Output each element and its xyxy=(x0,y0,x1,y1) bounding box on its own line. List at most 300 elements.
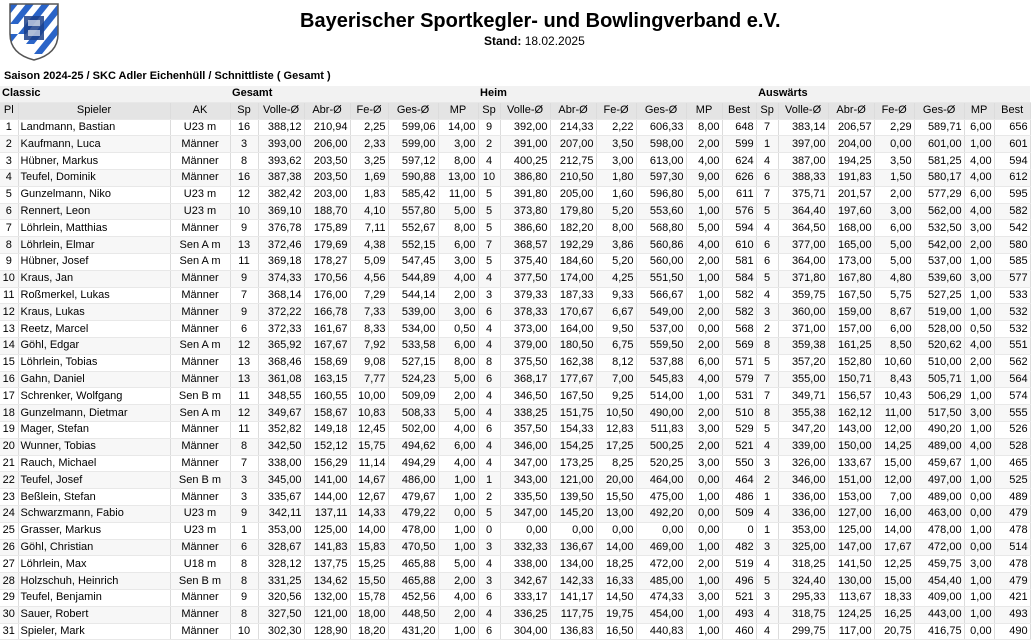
table-cell: 431,20 xyxy=(388,623,438,640)
table-cell: 7,00 xyxy=(596,371,636,388)
table-cell: 510 xyxy=(722,405,756,422)
table-cell: 379,00 xyxy=(500,337,550,354)
table-cell: 6,00 xyxy=(964,186,994,203)
table-cell: 8,00 xyxy=(438,354,478,371)
table-cell: 342,11 xyxy=(258,505,304,522)
table-cell: 1 xyxy=(230,522,258,539)
table-cell: 454,40 xyxy=(914,573,964,590)
table-cell: 537,00 xyxy=(914,253,964,270)
table-cell: 478,00 xyxy=(914,522,964,539)
table-cell: 4 xyxy=(478,321,500,338)
player-name-cell: Löhrlein, Max xyxy=(18,556,170,573)
column-header[interactable]: Best xyxy=(994,102,1030,119)
table-cell: 353,00 xyxy=(258,522,304,539)
table-cell: 173,25 xyxy=(550,455,596,472)
table-cell: 373,00 xyxy=(500,321,550,338)
table-cell: 509,09 xyxy=(388,388,438,405)
table-cell: 6 xyxy=(478,421,500,438)
table-cell: 552,67 xyxy=(388,220,438,237)
table-cell: 347,00 xyxy=(500,455,550,472)
table-cell: 145,20 xyxy=(550,505,596,522)
table-cell: 180,50 xyxy=(550,337,596,354)
section-row xyxy=(0,86,1030,102)
table-cell: 648 xyxy=(722,119,756,136)
table-cell: 2 xyxy=(478,489,500,506)
table-cell: 485,00 xyxy=(636,573,686,590)
table-cell: 328,12 xyxy=(258,556,304,573)
table-cell: 500,25 xyxy=(636,438,686,455)
table-cell: 9 xyxy=(0,253,18,270)
player-name-cell: Löhrlein, Tobias xyxy=(18,354,170,371)
table-cell: 3,50 xyxy=(874,153,914,170)
table-cell: 2,33 xyxy=(350,136,388,153)
table-cell: 1,00 xyxy=(964,371,994,388)
table-cell: 4,00 xyxy=(686,237,722,254)
table-cell: 496 xyxy=(722,573,756,590)
table-row xyxy=(0,119,1030,136)
column-header[interactable]: Spieler xyxy=(18,102,170,119)
table-cell: 1,00 xyxy=(964,136,994,153)
table-cell: 11 xyxy=(0,287,18,304)
column-header[interactable]: Abr-Ø xyxy=(304,102,350,119)
table-cell: 581,25 xyxy=(914,153,964,170)
table-cell: 479 xyxy=(994,573,1030,590)
table-cell: 393,00 xyxy=(258,136,304,153)
table-cell: 133,67 xyxy=(828,455,874,472)
column-header[interactable]: Sp xyxy=(230,102,258,119)
table-cell: 4,25 xyxy=(596,270,636,287)
table-cell: Männer xyxy=(170,169,230,186)
table-cell: 368,17 xyxy=(500,371,550,388)
table-cell: 182,20 xyxy=(550,220,596,237)
table-cell: 9,33 xyxy=(596,287,636,304)
column-header[interactable]: Abr-Ø xyxy=(550,102,596,119)
table-cell: 165,00 xyxy=(828,237,874,254)
table-cell: 345,00 xyxy=(258,472,304,489)
table-cell: 568 xyxy=(722,321,756,338)
table-cell: Männer xyxy=(170,321,230,338)
table-cell: 3,00 xyxy=(686,455,722,472)
table-cell: 1,00 xyxy=(686,287,722,304)
table-cell: 142,33 xyxy=(550,573,596,590)
column-header[interactable]: Volle-Ø xyxy=(258,102,304,119)
table-cell: 7 xyxy=(478,237,500,254)
table-cell: 1,00 xyxy=(964,589,994,606)
table-cell: 136,83 xyxy=(550,623,596,640)
table-cell: 14,33 xyxy=(350,505,388,522)
column-header[interactable]: Fe-Ø xyxy=(596,102,636,119)
table-cell: 386,80 xyxy=(500,169,550,186)
table-cell: 10 xyxy=(0,270,18,287)
table-cell: 472,00 xyxy=(636,556,686,573)
player-name-cell: Roßmerkel, Lukas xyxy=(18,287,170,304)
table-cell: 613,00 xyxy=(636,153,686,170)
table-cell: 335,67 xyxy=(258,489,304,506)
table-cell: 533 xyxy=(994,287,1030,304)
table-cell: 4,38 xyxy=(350,237,388,254)
table-cell: 596,80 xyxy=(636,186,686,203)
table-cell: 0,50 xyxy=(964,321,994,338)
table-cell: 534,00 xyxy=(388,321,438,338)
column-header[interactable]: Fe-Ø xyxy=(350,102,388,119)
table-cell: 1,00 xyxy=(686,573,722,590)
table-cell: 9,25 xyxy=(596,388,636,405)
table-cell: 589,71 xyxy=(914,119,964,136)
table-cell: 121,00 xyxy=(550,472,596,489)
table-cell: 5,00 xyxy=(438,556,478,573)
table-cell: 170,67 xyxy=(550,304,596,321)
table-cell: 8,33 xyxy=(350,321,388,338)
table-cell: 346,50 xyxy=(500,388,550,405)
table-row xyxy=(0,203,1030,220)
table-cell: 175,89 xyxy=(304,220,350,237)
table-cell: 497,00 xyxy=(914,472,964,489)
table-cell: 27 xyxy=(0,556,18,573)
table-cell: 6 xyxy=(756,169,778,186)
table-cell: 1,80 xyxy=(596,169,636,186)
table-cell: 4 xyxy=(478,438,500,455)
table-cell: 167,50 xyxy=(828,287,874,304)
table-cell: 1,00 xyxy=(964,287,994,304)
standings-table xyxy=(0,86,1031,640)
table-cell: 0,00 xyxy=(686,505,722,522)
table-cell: 579 xyxy=(722,371,756,388)
table-cell: 489 xyxy=(994,489,1030,506)
table-cell: 8,43 xyxy=(874,371,914,388)
table-cell: 400,25 xyxy=(500,153,550,170)
table-cell: 2,00 xyxy=(686,136,722,153)
table-cell: 318,25 xyxy=(778,556,828,573)
table-cell: 18,00 xyxy=(350,606,388,623)
column-header[interactable]: Ges-Ø xyxy=(914,102,964,119)
table-cell: 339,00 xyxy=(778,438,828,455)
table-cell: 508,33 xyxy=(388,405,438,422)
table-cell: 1,00 xyxy=(964,472,994,489)
table-cell: 3 xyxy=(756,455,778,472)
column-header[interactable]: Abr-Ø xyxy=(828,102,874,119)
table-cell: Männer xyxy=(170,136,230,153)
column-header[interactable]: Best xyxy=(722,102,756,119)
table-cell: 16,25 xyxy=(874,606,914,623)
table-cell: 153,00 xyxy=(828,489,874,506)
table-cell: 13 xyxy=(230,237,258,254)
table-cell: 0,00 xyxy=(964,505,994,522)
player-name-cell: Gahn, Daniel xyxy=(18,371,170,388)
table-cell: 6,67 xyxy=(596,304,636,321)
table-cell: 469,00 xyxy=(636,539,686,556)
table-cell: 3,00 xyxy=(686,589,722,606)
table-cell: 117,00 xyxy=(828,623,874,640)
table-cell: 3,00 xyxy=(964,556,994,573)
table-cell: 17,25 xyxy=(596,438,636,455)
table-cell: 134,62 xyxy=(304,573,350,590)
table-cell: 510,00 xyxy=(914,354,964,371)
table-cell: 4 xyxy=(756,220,778,237)
table-cell: 1,00 xyxy=(964,388,994,405)
table-cell: 555 xyxy=(994,405,1030,422)
table-cell: 6 xyxy=(230,539,258,556)
table-cell: 1,00 xyxy=(686,606,722,623)
table-cell: 557,80 xyxy=(388,203,438,220)
column-header[interactable]: MP xyxy=(438,102,478,119)
table-cell: U23 m xyxy=(170,186,230,203)
table-cell: 17 xyxy=(0,388,18,405)
column-header[interactable]: MP xyxy=(686,102,722,119)
table-cell: 506,29 xyxy=(914,388,964,405)
table-cell: 574 xyxy=(994,388,1030,405)
table-cell: 393,62 xyxy=(258,153,304,170)
table-cell: 128,90 xyxy=(304,623,350,640)
table-cell: 3 xyxy=(756,539,778,556)
table-cell: 179,80 xyxy=(550,203,596,220)
table-cell: 3,00 xyxy=(596,153,636,170)
table-cell: 1 xyxy=(478,472,500,489)
table-cell: 360,00 xyxy=(778,304,828,321)
table-cell: 6 xyxy=(478,623,500,640)
table-cell: 20,00 xyxy=(596,472,636,489)
table-cell: 372,33 xyxy=(258,321,304,338)
table-cell: 539,00 xyxy=(388,304,438,321)
table-cell: 17,67 xyxy=(874,539,914,556)
table-cell: 656 xyxy=(994,119,1030,136)
table-cell: 16 xyxy=(230,169,258,186)
table-cell: 594 xyxy=(994,153,1030,170)
table-cell: 1,00 xyxy=(964,455,994,472)
table-cell: 375,40 xyxy=(500,253,550,270)
table-cell: 137,11 xyxy=(304,505,350,522)
table-cell: 353,00 xyxy=(778,522,828,539)
table-cell: 14,50 xyxy=(596,589,636,606)
table-cell: 475,00 xyxy=(636,489,686,506)
table-cell: 1,00 xyxy=(438,522,478,539)
table-cell: 1,83 xyxy=(350,186,388,203)
table-cell: 5,00 xyxy=(438,203,478,220)
table-cell: 20 xyxy=(0,438,18,455)
table-cell: Männer xyxy=(170,220,230,237)
table-cell: 5,00 xyxy=(686,186,722,203)
table-cell: 3 xyxy=(756,589,778,606)
table-cell: 6 xyxy=(478,589,500,606)
table-cell: 525 xyxy=(994,472,1030,489)
table-cell: 113,67 xyxy=(828,589,874,606)
table-cell: 205,00 xyxy=(550,186,596,203)
column-header[interactable]: Volle-Ø xyxy=(778,102,828,119)
stand-date xyxy=(484,34,585,48)
column-header[interactable]: Fe-Ø xyxy=(874,102,914,119)
table-cell: 125,00 xyxy=(304,522,350,539)
table-cell: 502,00 xyxy=(388,421,438,438)
table-cell: 6,00 xyxy=(438,337,478,354)
table-cell: Männer xyxy=(170,589,230,606)
table-cell: 566,67 xyxy=(636,287,686,304)
table-cell: 8 xyxy=(230,556,258,573)
table-row xyxy=(0,220,1030,237)
table-cell: 9 xyxy=(230,220,258,237)
table-cell: 386,60 xyxy=(500,220,550,237)
table-cell: 7 xyxy=(756,186,778,203)
table-row xyxy=(0,304,1030,321)
table-cell: 529 xyxy=(722,421,756,438)
table-row xyxy=(0,405,1030,422)
table-cell: 12,25 xyxy=(874,556,914,573)
table-cell: 2,00 xyxy=(686,405,722,422)
column-header[interactable]: MP xyxy=(964,102,994,119)
table-cell: 6 xyxy=(478,371,500,388)
table-cell: 203,50 xyxy=(304,169,350,186)
table-cell: 163,15 xyxy=(304,371,350,388)
table-cell: 465 xyxy=(994,455,1030,472)
table-cell: 368,46 xyxy=(258,354,304,371)
table-cell: Männer xyxy=(170,304,230,321)
table-cell: 0,00 xyxy=(686,321,722,338)
player-name-cell: Teufel, Dominik xyxy=(18,169,170,186)
table-cell: 569 xyxy=(722,337,756,354)
table-cell: 482 xyxy=(722,539,756,556)
table-cell: 7 xyxy=(756,388,778,405)
bavarian-crest-icon xyxy=(4,0,64,62)
table-cell: 3,00 xyxy=(438,304,478,321)
table-cell: 448,50 xyxy=(388,606,438,623)
table-cell: 531 xyxy=(722,388,756,405)
table-cell: 2,00 xyxy=(438,606,478,623)
table-cell: 520,25 xyxy=(636,455,686,472)
table-cell: 3,00 xyxy=(964,220,994,237)
table-cell: 9,08 xyxy=(350,354,388,371)
table-cell: 147,00 xyxy=(828,539,874,556)
table-cell: 564 xyxy=(994,371,1030,388)
table-cell: 562,00 xyxy=(914,203,964,220)
table-cell: 29 xyxy=(0,589,18,606)
table-cell: 201,57 xyxy=(828,186,874,203)
table-cell: 212,75 xyxy=(550,153,596,170)
table-cell: 207,00 xyxy=(550,136,596,153)
table-row xyxy=(0,186,1030,203)
table-cell: 4,10 xyxy=(350,203,388,220)
table-cell: 3,00 xyxy=(438,253,478,270)
table-cell: 16,50 xyxy=(596,623,636,640)
table-cell: 4 xyxy=(756,606,778,623)
table-cell: 28 xyxy=(0,573,18,590)
table-cell: 10,83 xyxy=(350,405,388,422)
table-cell: 5 xyxy=(478,186,500,203)
table-cell: 486,00 xyxy=(388,472,438,489)
table-cell: 3 xyxy=(478,287,500,304)
table-cell: 392,00 xyxy=(500,119,550,136)
table-cell: 16 xyxy=(0,371,18,388)
table-cell: 478 xyxy=(994,556,1030,573)
table-cell: 8,67 xyxy=(874,304,914,321)
table-cell: 537,00 xyxy=(636,321,686,338)
table-cell: 383,14 xyxy=(778,119,828,136)
column-header[interactable]: Sp xyxy=(756,102,778,119)
column-header[interactable]: Volle-Ø xyxy=(500,102,550,119)
table-cell: 470,50 xyxy=(388,539,438,556)
table-cell: 1,00 xyxy=(964,522,994,539)
table-cell: 490,00 xyxy=(636,405,686,422)
table-cell: 5 xyxy=(756,421,778,438)
table-cell: 151,00 xyxy=(828,472,874,489)
player-name-cell: Schwarzmann, Fabio xyxy=(18,505,170,522)
table-cell: Männer xyxy=(170,371,230,388)
table-cell: 15,00 xyxy=(874,455,914,472)
table-cell: 580 xyxy=(994,237,1030,254)
column-header[interactable]: Pl xyxy=(0,102,18,119)
table-cell: 10,00 xyxy=(350,388,388,405)
table-cell: 326,00 xyxy=(778,455,828,472)
table-row xyxy=(0,573,1030,590)
table-cell: 156,29 xyxy=(304,455,350,472)
table-cell: 519 xyxy=(722,556,756,573)
table-cell: 599,06 xyxy=(388,119,438,136)
column-header[interactable]: AK xyxy=(170,102,230,119)
table-cell: 162,38 xyxy=(550,354,596,371)
player-name-cell: Hübner, Josef xyxy=(18,253,170,270)
table-cell: 13 xyxy=(230,371,258,388)
table-cell: 7,00 xyxy=(874,489,914,506)
table-cell: 204,00 xyxy=(828,136,874,153)
table-cell: 6 xyxy=(0,203,18,220)
column-header-row xyxy=(0,102,1030,119)
table-cell: 23 xyxy=(0,489,18,506)
table-cell: 2 xyxy=(0,136,18,153)
table-cell: 2 xyxy=(756,321,778,338)
table-cell: 379,33 xyxy=(500,287,550,304)
table-cell: 302,30 xyxy=(258,623,304,640)
table-cell: 117,75 xyxy=(550,606,596,623)
table-cell: 132,00 xyxy=(304,589,350,606)
table-cell: 174,00 xyxy=(550,270,596,287)
table-cell: 167,80 xyxy=(828,270,874,287)
table-cell: 1 xyxy=(756,489,778,506)
table-cell: 4,00 xyxy=(964,337,994,354)
column-header[interactable]: Ges-Ø xyxy=(636,102,686,119)
table-cell: 0,00 xyxy=(964,539,994,556)
table-cell: 161,25 xyxy=(828,337,874,354)
table-cell: 599,00 xyxy=(388,136,438,153)
table-cell: 5 xyxy=(756,270,778,287)
table-cell: 0 xyxy=(478,522,500,539)
section-gesamt: Gesamt xyxy=(230,86,478,102)
table-cell: 375,50 xyxy=(500,354,550,371)
table-cell: 2,00 xyxy=(686,337,722,354)
table-cell: 159,00 xyxy=(828,304,874,321)
column-header[interactable]: Ges-Ø xyxy=(388,102,438,119)
table-cell: 376,78 xyxy=(258,220,304,237)
table-cell: 409,00 xyxy=(914,589,964,606)
table-cell: 214,33 xyxy=(550,119,596,136)
table-cell: 318,75 xyxy=(778,606,828,623)
table-cell: 206,00 xyxy=(304,136,350,153)
table-cell: 328,67 xyxy=(258,539,304,556)
player-name-cell: Gunzelmann, Dietmar xyxy=(18,405,170,422)
table-cell: 12 xyxy=(230,186,258,203)
table-cell: 14,25 xyxy=(874,438,914,455)
table-cell: 514,00 xyxy=(636,388,686,405)
table-cell: 359,75 xyxy=(778,287,828,304)
table-cell: 192,29 xyxy=(550,237,596,254)
table-cell: 365,92 xyxy=(258,337,304,354)
table-cell: 9 xyxy=(230,304,258,321)
table-cell: 168,00 xyxy=(828,220,874,237)
column-header[interactable]: Sp xyxy=(478,102,500,119)
table-cell: 30 xyxy=(0,606,18,623)
table-cell: 13,00 xyxy=(438,169,478,186)
player-name-cell: Landmann, Bastian xyxy=(18,119,170,136)
table-cell: 5 xyxy=(756,203,778,220)
table-row xyxy=(0,321,1030,338)
table-cell: 16,33 xyxy=(596,573,636,590)
table-cell: 349,71 xyxy=(778,388,828,405)
